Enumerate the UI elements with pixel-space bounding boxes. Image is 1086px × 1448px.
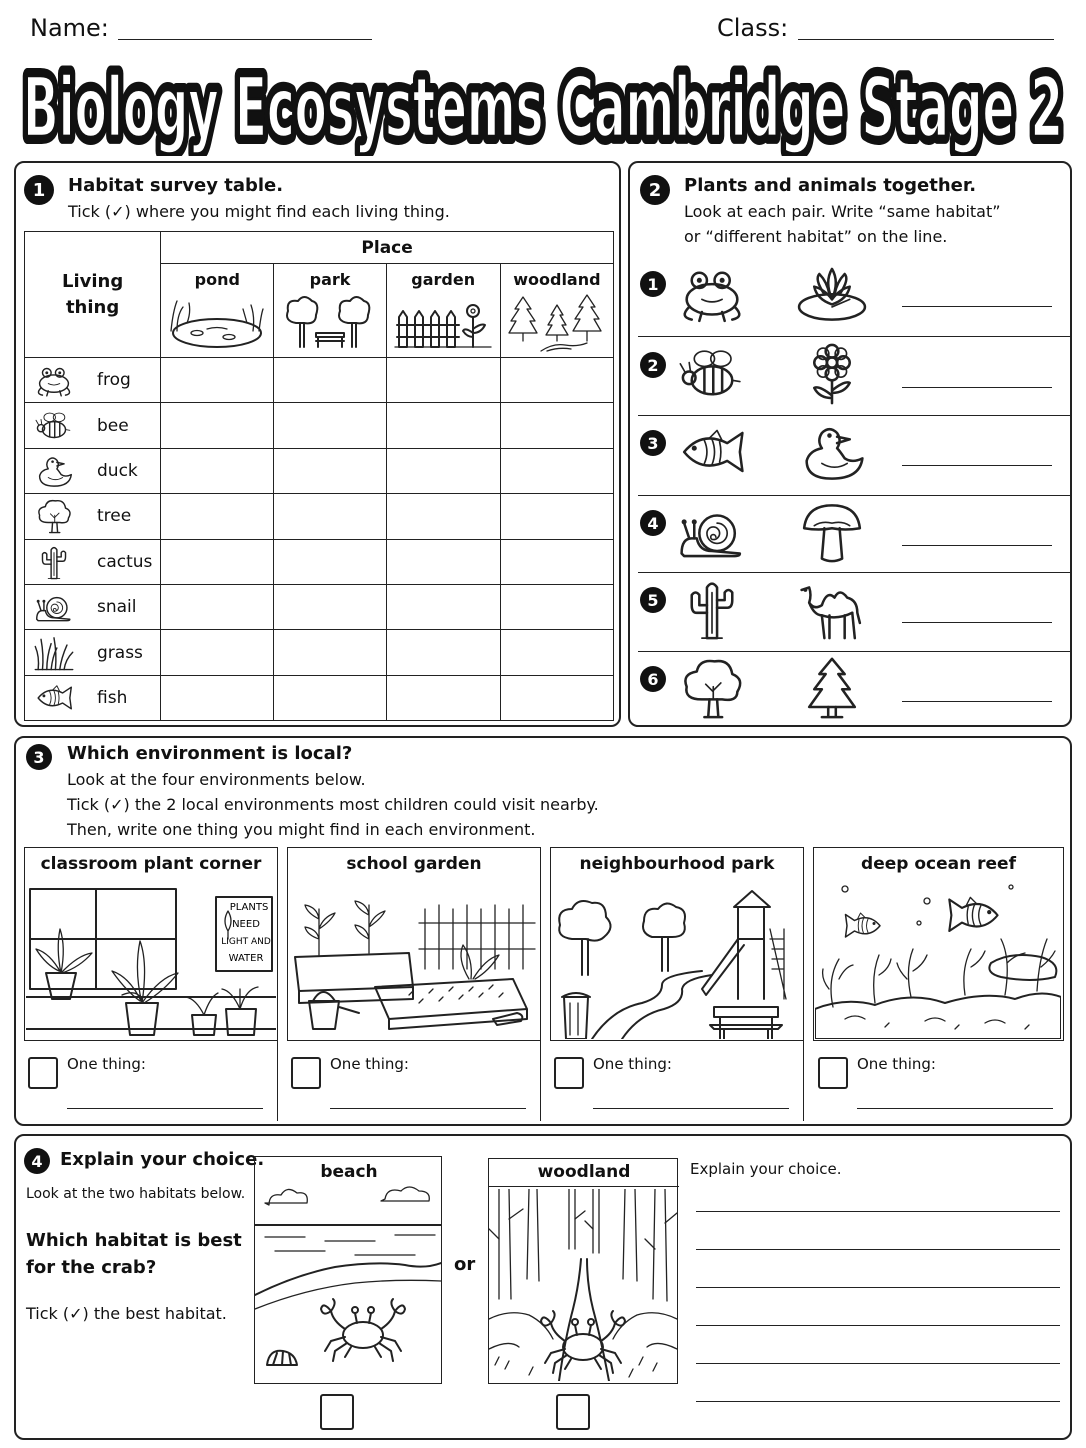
name-label: Name:: [30, 14, 109, 42]
pair-number: 1: [640, 271, 666, 297]
tick-cell-woodland[interactable]: [500, 630, 613, 675]
tick-cell-woodland[interactable]: [500, 358, 613, 403]
one-thing-label: One thing:: [330, 1055, 409, 1073]
garden-icon: [393, 293, 493, 353]
explain-line[interactable]: [696, 1192, 1060, 1212]
flower-icon: [794, 342, 870, 406]
living-thing-label: tree: [97, 506, 132, 527]
table-row: [25, 675, 614, 720]
living-thing-cell: [25, 358, 161, 403]
tick-cell-pond[interactable]: [161, 448, 274, 493]
tick-cell-garden[interactable]: [386, 494, 500, 539]
place-header: Place: [161, 232, 614, 264]
living-thing-cell: [25, 539, 161, 584]
living-thing-header-text: Living thing: [61, 270, 124, 318]
q3-panel: [14, 736, 1072, 1126]
pair-row: [638, 338, 1070, 416]
place-label: woodland: [513, 270, 601, 289]
park-icon: [280, 293, 380, 353]
place-label: park: [309, 270, 351, 289]
or-label: or: [454, 1254, 476, 1275]
one-thing-line-classroom[interactable]: [67, 1079, 263, 1109]
living-thing-label: bee: [97, 415, 129, 436]
pair-number: 3: [640, 430, 666, 456]
tick-cell-park[interactable]: [274, 539, 386, 584]
tick-cell-garden[interactable]: [386, 675, 500, 720]
table-row: [25, 494, 614, 539]
tick-cell-pond[interactable]: [161, 539, 274, 584]
q4-number: 4: [24, 1148, 50, 1174]
pair-row: [638, 416, 1070, 496]
pair-answer-line[interactable]: [902, 672, 1052, 702]
habitat-title: woodland: [489, 1162, 679, 1187]
pair-row: [638, 496, 1070, 573]
tick-cell-woodland[interactable]: [500, 675, 613, 720]
explain-line[interactable]: [696, 1306, 1060, 1326]
tick-cell-garden[interactable]: [386, 539, 500, 584]
deep-ocean-reef-illustration: [815, 879, 1061, 1039]
tick-cell-garden[interactable]: [386, 448, 500, 493]
env-title: school garden: [346, 854, 482, 874]
q4-question-2: for the crab?: [26, 1257, 157, 1278]
table-row: [25, 403, 614, 448]
pair-number: 2: [640, 352, 666, 378]
q2-instruction-1: Look at each pair. Write “same habitat”: [684, 202, 1001, 221]
living-thing-cell: [25, 630, 161, 675]
one-thing-line-school-garden[interactable]: [330, 1079, 526, 1109]
explain-label: Explain your choice.: [690, 1160, 842, 1178]
pair-number: 4: [640, 510, 666, 536]
q2-number: 2: [640, 175, 670, 205]
pair-row: [638, 573, 1070, 652]
tick-cell-woodland[interactable]: [500, 584, 613, 629]
tick-cell-pond[interactable]: [161, 630, 274, 675]
living-thing-cell: [25, 403, 161, 448]
tick-cell-garden[interactable]: [386, 630, 500, 675]
q2-panel: [628, 161, 1072, 727]
tick-cell-park[interactable]: [274, 448, 386, 493]
env-title: neighbourhood park: [579, 854, 775, 874]
pair-answer-line[interactable]: [902, 277, 1052, 307]
living-thing-header: [25, 232, 161, 358]
tick-cell-pond[interactable]: [161, 358, 274, 403]
q4-panel: [14, 1134, 1072, 1440]
env-card-school-garden: [287, 847, 541, 1121]
q4-question-1: Which habitat is best: [26, 1230, 242, 1251]
tick-cell-woodland[interactable]: [500, 494, 613, 539]
tick-cell-park[interactable]: [274, 358, 386, 403]
duck-icon: [794, 420, 870, 484]
living-thing-cell: [25, 448, 161, 493]
explain-line[interactable]: [696, 1268, 1060, 1288]
tick-box-deep-ocean-reef[interactable]: [818, 1057, 848, 1089]
one-thing-line-neighbourhood-park[interactable]: [593, 1079, 789, 1109]
habitat-survey-table: [24, 231, 614, 721]
cactus-icon: [31, 544, 77, 580]
bee-icon: [31, 408, 77, 444]
living-thing-cell: [25, 675, 161, 720]
tick-cell-pond[interactable]: [161, 494, 274, 539]
fish-icon: [31, 680, 77, 716]
habitat-title: beach: [320, 1162, 378, 1182]
tick-cell-woodland[interactable]: [500, 448, 613, 493]
tick-cell-pond[interactable]: [161, 675, 274, 720]
pair-row: [638, 652, 1070, 728]
living-thing-label: frog: [97, 370, 131, 391]
snail-icon: [674, 500, 750, 564]
one-thing-label: One thing:: [593, 1055, 672, 1073]
pair-answer-line[interactable]: [902, 358, 1052, 388]
tick-cell-park[interactable]: [274, 630, 386, 675]
woodland-icon: [507, 293, 607, 353]
env-title: classroom plant corner: [40, 854, 262, 874]
q3-instruction-2: Tick (✓) the 2 local environments most children could visit nearby.: [67, 795, 599, 814]
class-label: Class:: [717, 14, 789, 42]
place-pond: [161, 264, 274, 358]
env-card-neighbourhood-park: [550, 847, 804, 1121]
q1-instruction: Tick (✓) where you might find each living thing.: [68, 202, 450, 221]
env-card-classroom: [24, 847, 278, 1121]
tick-box-neighbourhood-park[interactable]: [554, 1057, 584, 1089]
habitat-card-beach: [254, 1156, 442, 1384]
table-row: [25, 630, 614, 675]
name-line[interactable]: [118, 14, 372, 40]
class-line[interactable]: [798, 14, 1054, 40]
pair-answer-line[interactable]: [902, 436, 1052, 466]
tick-cell-park[interactable]: [274, 494, 386, 539]
one-thing-label: One thing:: [67, 1055, 146, 1073]
q1-panel: [14, 161, 621, 727]
explain-line[interactable]: [696, 1230, 1060, 1250]
camel-icon: [794, 577, 870, 641]
bee-icon: [674, 342, 750, 406]
snail-icon: [31, 589, 77, 625]
q4-title: Explain your choice.: [60, 1149, 265, 1170]
tick-cell-woodland[interactable]: [500, 539, 613, 584]
tree-icon: [31, 498, 77, 534]
pair-number: 5: [640, 587, 666, 613]
classroom-plant-corner-illustration: [26, 879, 276, 1039]
cactus-icon: [674, 577, 750, 641]
grass-icon: [31, 635, 77, 671]
beach-illustration: [255, 1185, 441, 1381]
place-park: [274, 264, 386, 358]
living-thing-label: cactus: [97, 551, 153, 572]
pond-icon: [167, 293, 267, 353]
living-thing-cell: [25, 494, 161, 539]
env-title: deep ocean reef: [861, 854, 1016, 874]
q2-title: Plants and animals together.: [684, 175, 977, 196]
living-thing-label: grass: [97, 642, 143, 663]
explain-line[interactable]: [696, 1382, 1060, 1402]
tick-cell-park[interactable]: [274, 584, 386, 629]
q3-title: Which environment is local?: [67, 743, 353, 764]
sign-line-3: LIGHT AND: [221, 937, 271, 947]
place-label: garden: [411, 270, 476, 289]
pair-answer-line[interactable]: [902, 593, 1052, 623]
title-fill: Biology Ecosystems Cambridge Stage 2: [23, 61, 1063, 156]
school-garden-illustration: [289, 879, 539, 1039]
living-thing-label: fish: [97, 687, 128, 708]
table-row: [25, 358, 614, 403]
tick-box-woodland[interactable]: [556, 1394, 590, 1430]
q1-number: 1: [24, 175, 54, 205]
sign-line-4: WATER: [228, 953, 264, 964]
tick-cell-woodland[interactable]: [500, 403, 613, 448]
water-lily-icon: [794, 261, 870, 325]
q4-intro: Look at the two habitats below.: [26, 1186, 246, 1202]
explain-line[interactable]: [696, 1344, 1060, 1364]
tick-cell-pond[interactable]: [161, 584, 274, 629]
living-thing-label: snail: [97, 597, 137, 618]
frog-icon: [674, 261, 750, 325]
one-thing-line-deep-ocean-reef[interactable]: [857, 1079, 1053, 1109]
tick-box-school-garden[interactable]: [291, 1057, 321, 1089]
table-row: [25, 584, 614, 629]
place-woodland: [500, 264, 613, 358]
fish-icon: [674, 420, 750, 484]
pine-tree-icon: [794, 656, 870, 720]
sign-line-1: PLANTS: [229, 902, 269, 913]
place-label: pond: [194, 270, 240, 289]
tick-cell-garden[interactable]: [386, 584, 500, 629]
table-row: [25, 539, 614, 584]
tick-cell-pond[interactable]: [161, 403, 274, 448]
pair-answer-line[interactable]: [902, 516, 1052, 546]
tick-cell-park[interactable]: [274, 403, 386, 448]
tree-icon: [674, 656, 750, 720]
pair-number: 6: [640, 666, 666, 692]
env-card-deep-ocean-reef: [813, 847, 1064, 1121]
tick-cell-garden[interactable]: [386, 403, 500, 448]
q3-instruction-1: Look at the four environments below.: [67, 770, 366, 789]
tick-cell-park[interactable]: [274, 675, 386, 720]
pair-row: [638, 257, 1070, 337]
q2-instruction-2: or “different habitat” on the line.: [684, 227, 948, 246]
mushroom-icon: [794, 500, 870, 564]
sign-line-2: NEED: [232, 919, 260, 930]
q1-title: Habitat survey table.: [68, 175, 284, 196]
tick-box-classroom[interactable]: [28, 1057, 58, 1089]
living-thing-cell: [25, 584, 161, 629]
title-outline: Biology Ecosystems Cambridge Stage 2: [23, 61, 1063, 156]
living-thing-label: duck: [97, 460, 138, 481]
q3-number: 3: [26, 744, 52, 770]
worksheet-title: [10, 52, 1076, 156]
table-row: [25, 448, 614, 493]
woodland-illustration: [489, 1189, 677, 1381]
duck-icon: [31, 453, 77, 489]
neighbourhood-park-illustration: [552, 879, 802, 1039]
habitat-card-woodland: [488, 1158, 678, 1384]
q3-instruction-3: Then, write one thing you might find in each environment.: [67, 820, 536, 839]
tick-box-beach[interactable]: [320, 1394, 354, 1430]
frog-icon: [31, 362, 77, 398]
q4-tick-instruction: Tick (✓) the best habitat.: [26, 1304, 227, 1323]
place-garden: [386, 264, 500, 358]
one-thing-label: One thing:: [857, 1055, 936, 1073]
tick-cell-garden[interactable]: [386, 358, 500, 403]
